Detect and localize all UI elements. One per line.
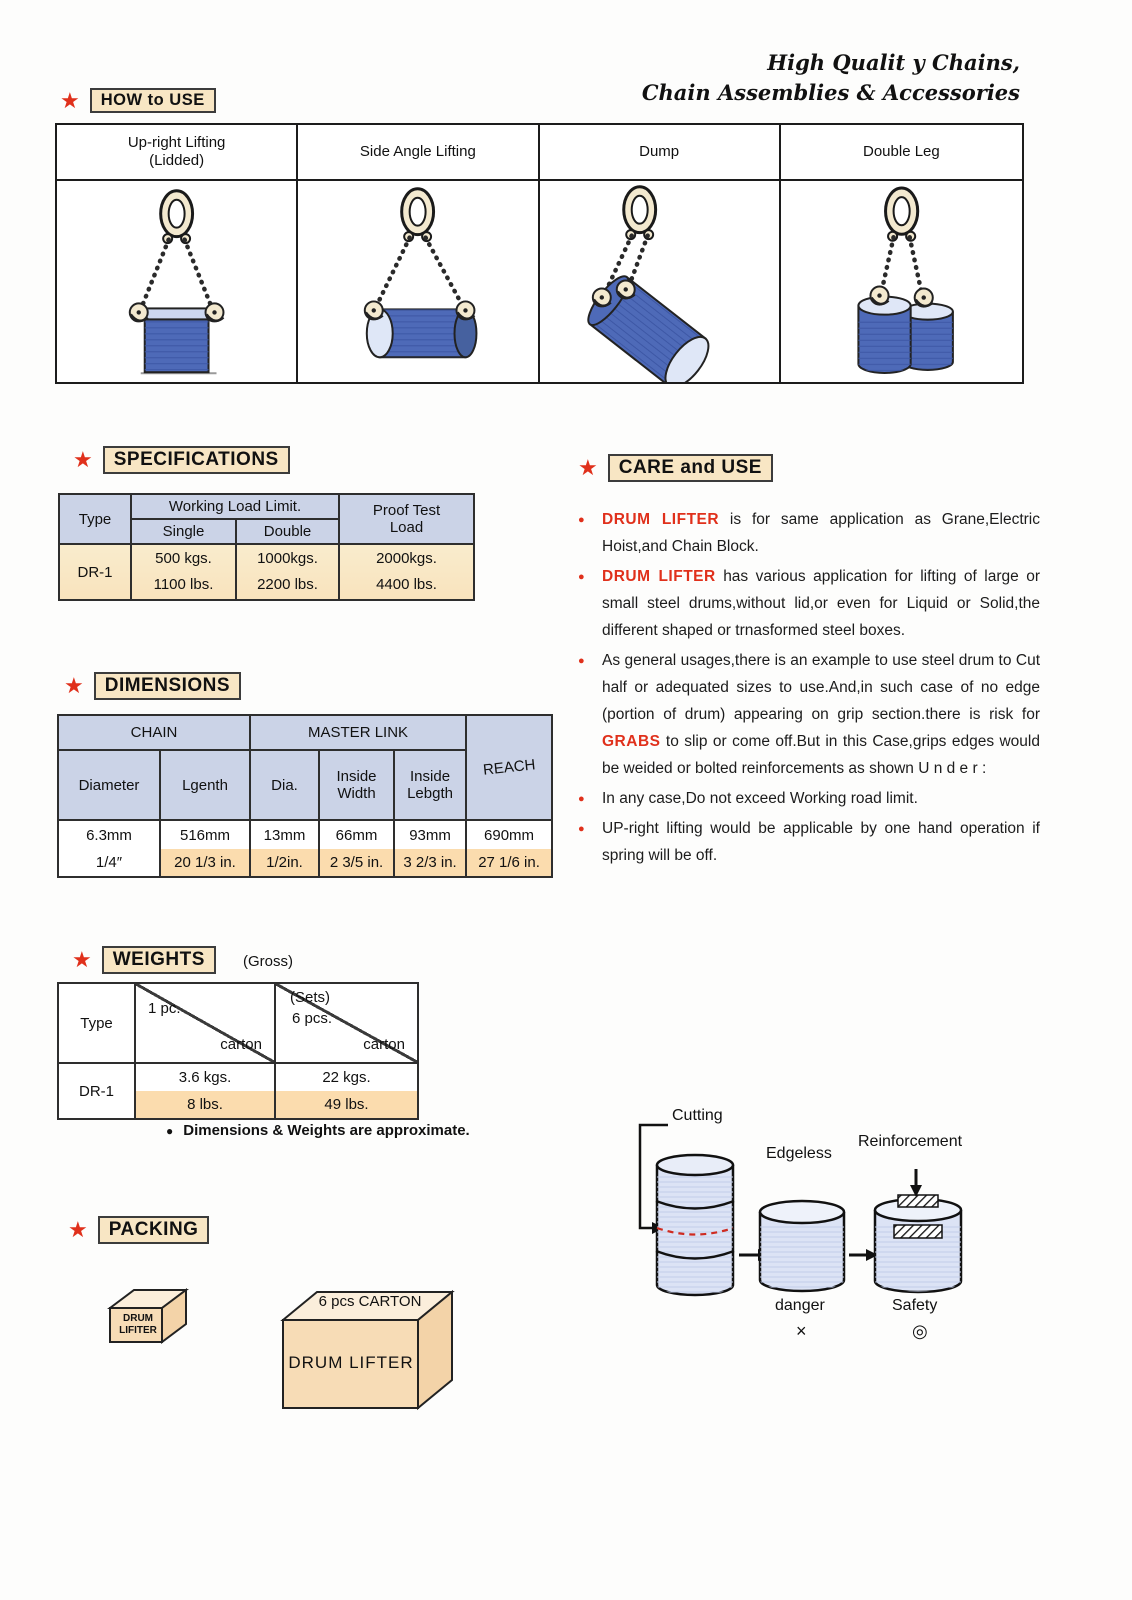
specifications-heading — [73, 446, 290, 474]
section-title-weights: WEIGHTS — [102, 946, 216, 974]
reinforcement-diagram-drawing — [620, 1085, 1040, 1355]
spec-col-single: Single — [131, 519, 236, 544]
wt-row-type: DR-1 — [58, 1063, 135, 1119]
star-icon: ★ — [64, 673, 84, 698]
approximate-note: ● Dimensions & Weights are approximate. — [166, 1122, 470, 1139]
dim-val-diameter: 6.3mm 1/4″ — [58, 820, 160, 877]
packing-heading — [68, 1216, 209, 1244]
dimensions-heading — [64, 672, 241, 700]
weights-heading — [72, 946, 216, 974]
dim-val-inside-length: 93mm 3 2/3 in. — [394, 820, 466, 877]
double-leg-drawing — [781, 181, 1022, 382]
safety-label: Safety — [892, 1297, 938, 1314]
howto-col-upright-label: Up-right Lifting — [127, 134, 226, 151]
dim-val-reach: 690mm 27 1/6 in. — [466, 820, 552, 877]
dim-col-inside-length: Inside Lebgth — [394, 750, 466, 820]
section-title-dimensions: DIMENSIONS — [94, 672, 241, 700]
spec-col-wll: Working Load Limit. — [131, 494, 339, 519]
dim-col-dia: Dia. — [250, 750, 319, 820]
care-and-use-list — [578, 506, 1040, 872]
star-icon: ★ — [578, 455, 598, 480]
bullet-icon: ● — [166, 1124, 174, 1138]
weights-gross-label: (Gross) — [243, 953, 293, 970]
dim-col-length: Lgenth — [160, 750, 250, 820]
weights-table — [57, 982, 419, 1120]
spec-row-type: DR-1 — [59, 544, 131, 600]
packing-illustration — [90, 1280, 470, 1425]
upright-lifting-illustration — [57, 181, 298, 382]
brand-line-2: Chain Assemblies & Accessories — [641, 80, 1020, 105]
care-bullet-5: ● UP-right lifting would be applicable by one hand operation if spring will be off. — [578, 815, 1040, 869]
care-bullet-3: ● As general usages,there is an example to use steel drum to Cut half or adequated sizes to use.And,in such case of no edge (portion of drum) appearing on grip section.there is risk for GRABS to slip or come off.But in this Case,grips edges would be weided or bolted reinforcements as shown U n d e r : — [578, 647, 1040, 782]
wt-col-per-set: (Sets) 6 pcs. carton — [275, 983, 418, 1063]
reinforcement-label: Reinforcement — [858, 1133, 963, 1150]
upright-lifting-drawing — [57, 181, 296, 382]
dim-val-inside-width: 66mm 2 3/5 in. — [319, 820, 394, 877]
care-and-use-heading — [578, 454, 773, 482]
brand-script-text — [642, 48, 1020, 108]
spec-col-proof: Proof Test Load — [339, 494, 474, 544]
dim-val-dia: 13mm 1/2in. — [250, 820, 319, 877]
section-title-how-to-use: HOW to USE — [90, 88, 216, 113]
section-title-specifications: SPECIFICATIONS — [103, 446, 290, 474]
danger-x-icon: × — [796, 1321, 807, 1341]
spec-row-proof: 2000kgs. 4400 lbs. — [339, 544, 474, 600]
star-icon: ★ — [72, 947, 92, 972]
dump-illustration — [540, 181, 781, 382]
howto-col-upright-sub: (Lidded) — [149, 152, 205, 169]
side-angle-drawing — [298, 181, 537, 382]
dim-val-length: 516mm 20 1/3 in. — [160, 820, 250, 877]
star-icon: ★ — [73, 447, 93, 472]
care-bullet-2: ● DRUM LIFTER has various application for lifting of large or small steel drums,without lid,or even for Liquid or Solid,the different shaped or trnasformed steel boxes. — [578, 563, 1040, 644]
care-bullet-4: ● In any case,Do not exceed Working road limit. — [578, 785, 1040, 812]
safety-circle-icon: ◎ — [912, 1321, 928, 1341]
edgeless-label: Edgeless — [766, 1145, 832, 1162]
brand-line-1: High Qualit y Chains, — [767, 50, 1020, 75]
dim-group-master-link: MASTER LINK — [250, 715, 466, 750]
howto-col-side-angle: Side Angle Lifting — [298, 125, 539, 181]
howto-col-dump: Dump — [540, 125, 781, 181]
howto-col-upright — [57, 125, 298, 181]
spec-row-single: 500 kgs. 1100 lbs. — [131, 544, 236, 600]
care-bullet-1: ● DRUM LIFTER is for same application as Grane,Electric Hoist,and Chain Block. — [578, 506, 1040, 560]
howto-col-double-leg: Double Leg — [781, 125, 1022, 181]
big-carton-top-label: 6 pcs CARTON — [318, 1293, 422, 1310]
dim-group-chain: CHAIN — [58, 715, 250, 750]
how-to-use-heading — [60, 88, 216, 113]
wt-col-per-piece: 1 pc. carton — [135, 983, 275, 1063]
wt-row-set: 22 kgs. 49 lbs. — [275, 1063, 418, 1119]
double-leg-illustration — [781, 181, 1022, 382]
big-carton-front-label: DRUM LIFTER — [288, 1353, 414, 1372]
spec-row-double: 1000kgs. 2200 lbs. — [236, 544, 339, 600]
cutting-label: Cutting — [672, 1107, 723, 1124]
small-carton-label: DRUM LIFITER — [119, 1313, 157, 1336]
star-icon: ★ — [60, 87, 80, 113]
danger-label: danger — [775, 1297, 825, 1314]
dimensions-table — [57, 714, 553, 878]
spec-col-type: Type — [59, 494, 131, 544]
dump-drawing — [540, 181, 779, 382]
dim-col-reach: REACH — [466, 715, 552, 820]
spec-col-double: Double — [236, 519, 339, 544]
reinforcement-diagram — [620, 1085, 1040, 1355]
wt-col-type: Type — [58, 983, 135, 1063]
dim-col-inside-width: Inside Width — [319, 750, 394, 820]
section-title-packing: PACKING — [98, 1216, 210, 1244]
specifications-table — [58, 493, 475, 601]
side-angle-lifting-illustration — [298, 181, 539, 382]
section-title-care-and-use: CARE and USE — [608, 454, 773, 482]
star-icon: ★ — [68, 1217, 88, 1242]
how-to-use-table — [55, 123, 1024, 384]
wt-row-piece: 3.6 kgs. 8 lbs. — [135, 1063, 275, 1119]
dim-col-diameter: Diameter — [58, 750, 160, 820]
